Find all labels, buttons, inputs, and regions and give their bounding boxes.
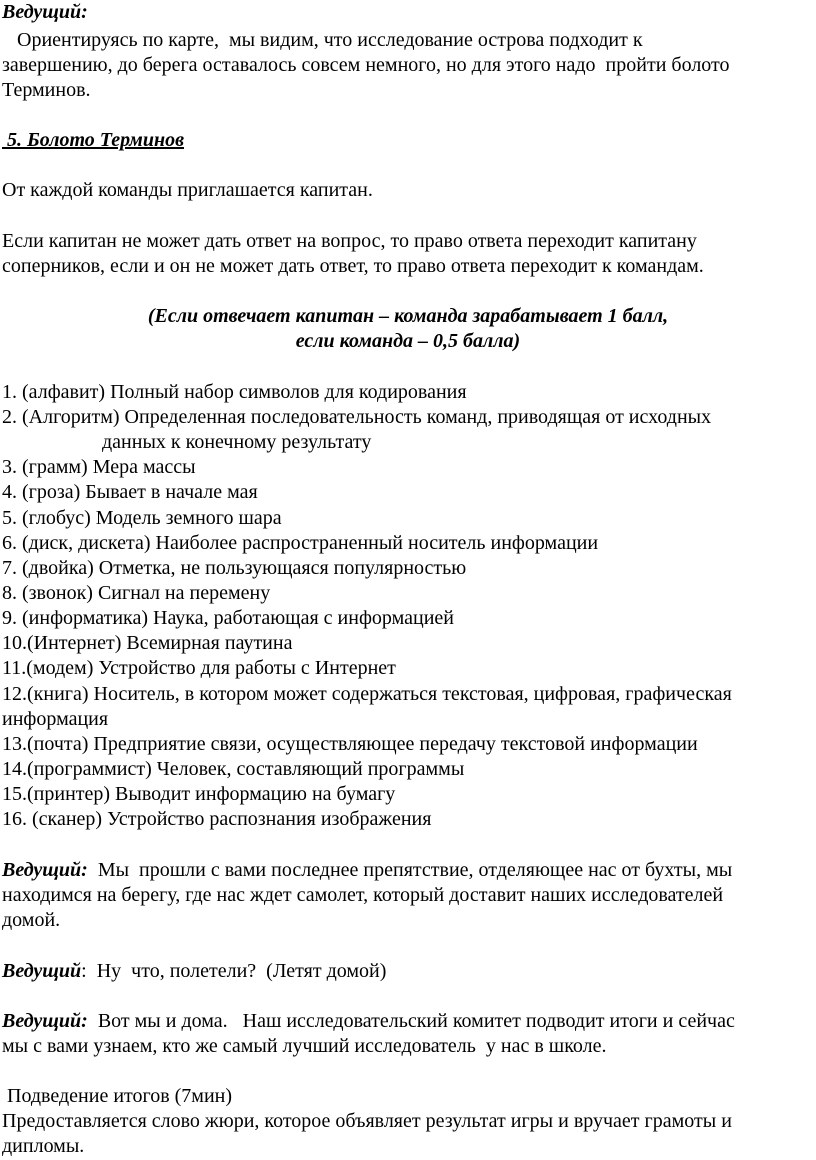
term-item: 2. (Алгоритм) Определенная последовательность команд, приводящая от исходных bbox=[2, 406, 712, 428]
term-item: 9. (информатика) Наука, работающая с информацией bbox=[2, 607, 454, 629]
term-item: 10.(Интернет) Всемирная паутина bbox=[2, 632, 293, 654]
intro-line: завершению, до берега оставалось совсем немного, но для этого надо пройти болото bbox=[2, 54, 730, 76]
intro-line: Терминов. bbox=[2, 79, 91, 101]
speaker-label: Ведущий bbox=[2, 960, 82, 982]
term-item: 6. (диск, дискета) Наиболее распространенный носитель информации bbox=[2, 532, 599, 554]
term-item: 15.(принтер) Выводит информацию на бумагу bbox=[2, 783, 396, 805]
term-item: 7. (двойка) Отметка, не пользующаяся популярностью bbox=[2, 557, 467, 579]
rules-paragraph: От каждой команды приглашается капитан. bbox=[2, 179, 373, 201]
term-item: 14.(программист) Человек, составляющий программы bbox=[2, 758, 465, 780]
speaker-label: Ведущий: bbox=[2, 859, 88, 881]
term-item: 13.(почта) Предприятие связи, осуществляющее передачу текстовой информации bbox=[2, 733, 698, 755]
speaker-label: Ведущий: bbox=[2, 1010, 88, 1032]
term-item: 3. (грамм) Мера массы bbox=[2, 456, 196, 478]
summary-heading: Подведение итогов (7мин) bbox=[2, 1085, 233, 1107]
scoring-note-line: (Если отвечает капитан – команда зарабатывает 1 балл, bbox=[147, 305, 669, 327]
speaker-label: Ведущий: bbox=[2, 1, 88, 23]
summary-line: Предоставляется слово жюри, которое объявляет результат игры и вручает грамоты и bbox=[2, 1110, 732, 1132]
rules-paragraph-line: соперников, если и он не может дать ответ, то право ответа переходит к командам. bbox=[2, 255, 704, 277]
term-item: 11.(модем) Устройство для работы с Интернет bbox=[2, 657, 396, 679]
term-item-continuation: данных к конечному результату bbox=[2, 431, 372, 453]
dialog-text: : Ну что, полетели? (Летят домой) bbox=[81, 960, 387, 982]
dialog-line: мы с вами узнаем, кто же самый лучший исследователь у нас в школе. bbox=[2, 1035, 607, 1057]
term-item-continuation: информация bbox=[2, 708, 109, 730]
dialog-line: находимся на берегу, где нас ждет самолет, который доставит наших исследователей bbox=[2, 884, 724, 906]
term-item: 8. (звонок) Сигнал на перемену bbox=[2, 582, 271, 604]
scoring-note-line: если команда – 0,5 балла) bbox=[295, 330, 521, 352]
rules-paragraph-line: Если капитан не может дать ответ на вопрос, то право ответа переходит капитану bbox=[2, 230, 697, 252]
summary-line: дипломы. bbox=[2, 1135, 85, 1157]
section-title: 5. Болото Терминов bbox=[2, 129, 185, 151]
term-item: 4. (гроза) Бывает в начале мая bbox=[2, 481, 258, 503]
term-item: 1. (алфавит) Полный набор символов для кодирования bbox=[2, 381, 467, 403]
term-item: 16. (сканер) Устройство распознания изображения bbox=[2, 808, 432, 830]
dialog-line bbox=[2, 959, 386, 983]
intro-line: Ориентируясь по карте, мы видим, что исследование острова подходит к bbox=[2, 29, 643, 51]
dialog-line: домой. bbox=[2, 909, 61, 931]
dialog-line bbox=[2, 858, 732, 882]
dialog-text: Вот мы и дома. Наш исследовательский комитет подводит итоги и сейчас bbox=[87, 1010, 735, 1032]
dialog-text: Мы прошли с вами последнее препятствие, отделяющее нас от бухты, мы bbox=[87, 859, 733, 881]
term-item: 12.(книга) Носитель, в котором может содержаться текстовая, цифровая, графическая bbox=[2, 683, 732, 705]
dialog-line bbox=[2, 1009, 735, 1033]
term-item: 5. (глобус) Модель земного шара bbox=[2, 507, 282, 529]
